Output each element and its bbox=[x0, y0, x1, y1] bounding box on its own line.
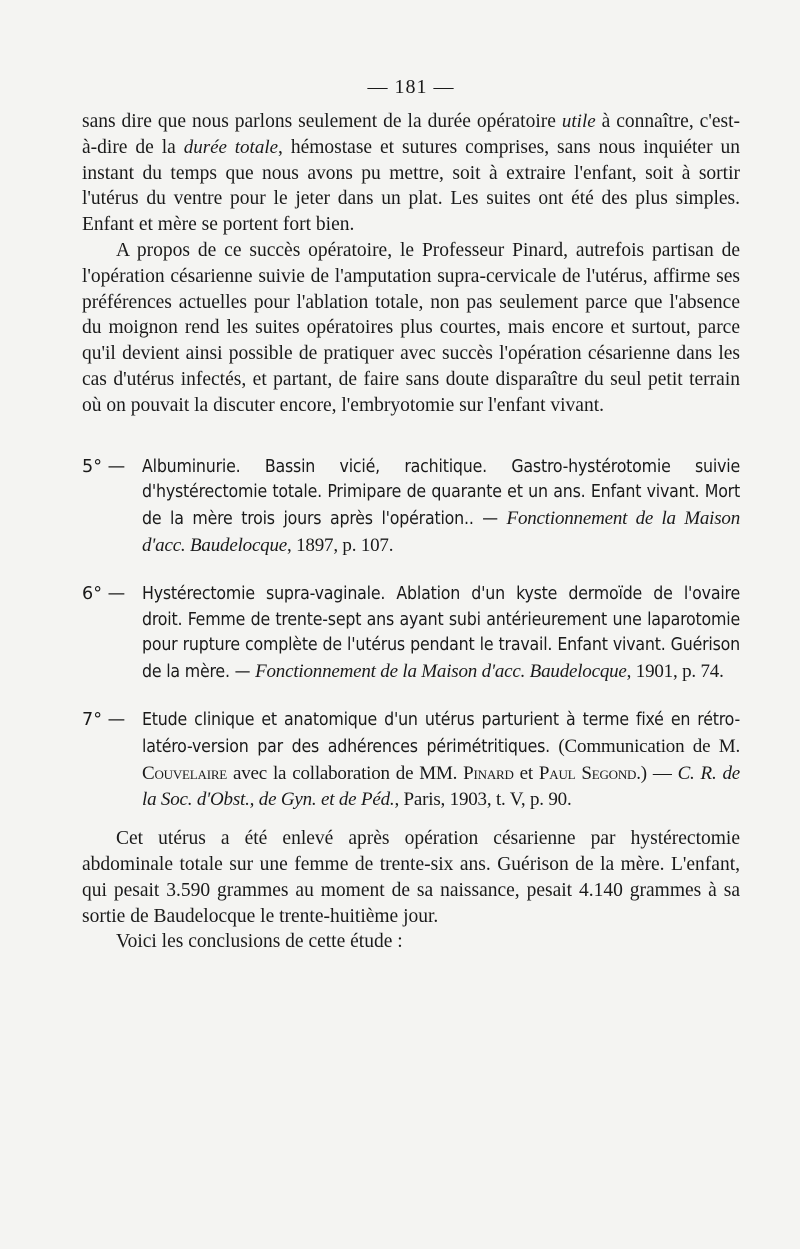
entry-source: Fonctionnement de la Maison d'acc. Baudelocque bbox=[255, 661, 627, 683]
entry-7 bbox=[82, 708, 740, 814]
italic-term: utile bbox=[561, 111, 596, 132]
entry-text: Etude clinique et anatomique d'un utérus parturient à terme fixé en rétro-latéro-version par des adhérences périmétritiques. (Communication de M. Couvelaire avec la collaboration de MM. Pinard et Paul Segond.) — C. R. de la Soc. d'Obst., de Gyn. et de Péd., Paris, 1903, t. V, p. 90. bbox=[142, 709, 741, 811]
paragraph-text: sans dire que nous parlons seulement de la durée opératoire bbox=[82, 111, 562, 132]
entry-number: 5° — bbox=[82, 456, 126, 477]
entry-source: C. R. de la Soc. d'Obst., de Gyn. et de Péd. bbox=[142, 762, 740, 811]
entry-5 bbox=[82, 455, 740, 560]
paragraph-text: à connaître, c'est-à-dire de la bbox=[82, 111, 740, 158]
entry-number: 6° — bbox=[82, 583, 126, 604]
paragraph-pinard: A propos de ce succès opératoire, le Professeur Pinard, autrefois partisan de l'opération césarienne suivie de l'amputation supra-cervicale de l'utérus, affirme ses préférences actuelles pour l'ablation totale, non pas seulement parce que l'absence du moignon rend les suites opératoires plus courtes, mais encore et surtout, parce qu'il devient ainsi possible de pratiquer avec succès l'opération césarienne dans les cas d'utérus infectés, et partant, de faire sans doute disparaître du seul petit terrain où on pouvait la discuter encore, l'embryotomie sur l'enfant vivant. bbox=[82, 239, 740, 416]
entry-6 bbox=[82, 582, 740, 686]
entry-source-tail: , 1901, p. 74. bbox=[626, 661, 724, 683]
paragraph-continuation bbox=[82, 109, 740, 238]
entry-text: Hystérectomie supra-vaginale. Ablation d'un kyste dermoïde de l'ovaire droit. Femme de trente-sept ans ayant subi antérieurement une laparotomie pour rupture complète de l'utérus pendant le travail. Enfant vivant. Guérison de la mère. — Fonctionnement de la Maison d'acc. Baudelocque, 1901, p. 74. bbox=[142, 583, 740, 683]
paragraph-uterus: Cet utérus a été enlevé après opération césarienne par hystérectomie abdominale totale sur une femme de trente-six ans. Guérison de la mère. L'enfant, qui pesait 3.590 grammes au moment de sa naissance, pesait 4.140 grammes à sa sortie de Baudelocque le trente-huitième jour. bbox=[82, 828, 740, 927]
page-number: — 181 — bbox=[367, 76, 455, 98]
paragraph-text: , hémostase et sutures comprises, sans nous inquiéter un instant du temps que nous avons pu mettre, soit à extraire l'enfant, soit à sortir l'utérus du ventre pour le jeter dans un plat. Les suites ont été des plus simples. Enfant et mère se portent fort bien. bbox=[82, 136, 740, 236]
italic-term: durée totale bbox=[183, 136, 279, 158]
paragraph-conclusions: Voici les conclusions de cette étude : bbox=[116, 931, 403, 953]
entry-text: Albuminurie. Bassin vicié, rachitique. Gastro-hystérotomie suivie d'hystérectomie totale. Primipare de quarante et un ans. Enfant vivant. Mort de la mère trois jours après l'opération.. — Fonctionnement de la Maison d'acc. Baudelocque, 1897, p. 107. bbox=[142, 456, 740, 556]
entry-source-tail: , Paris, 1903, t. V, p. 90. bbox=[394, 789, 572, 811]
entry-number: 7° — bbox=[82, 709, 126, 730]
entry-source: Fonctionnement de la Maison d'acc. Baudelocque bbox=[142, 508, 740, 556]
entry-source-tail: , 1897, p. 107. bbox=[287, 534, 394, 556]
entry-communication: (Communication de M. Couvelaire avec la collaboration de MM. Pinard et Paul Segond.) — bbox=[142, 735, 741, 784]
